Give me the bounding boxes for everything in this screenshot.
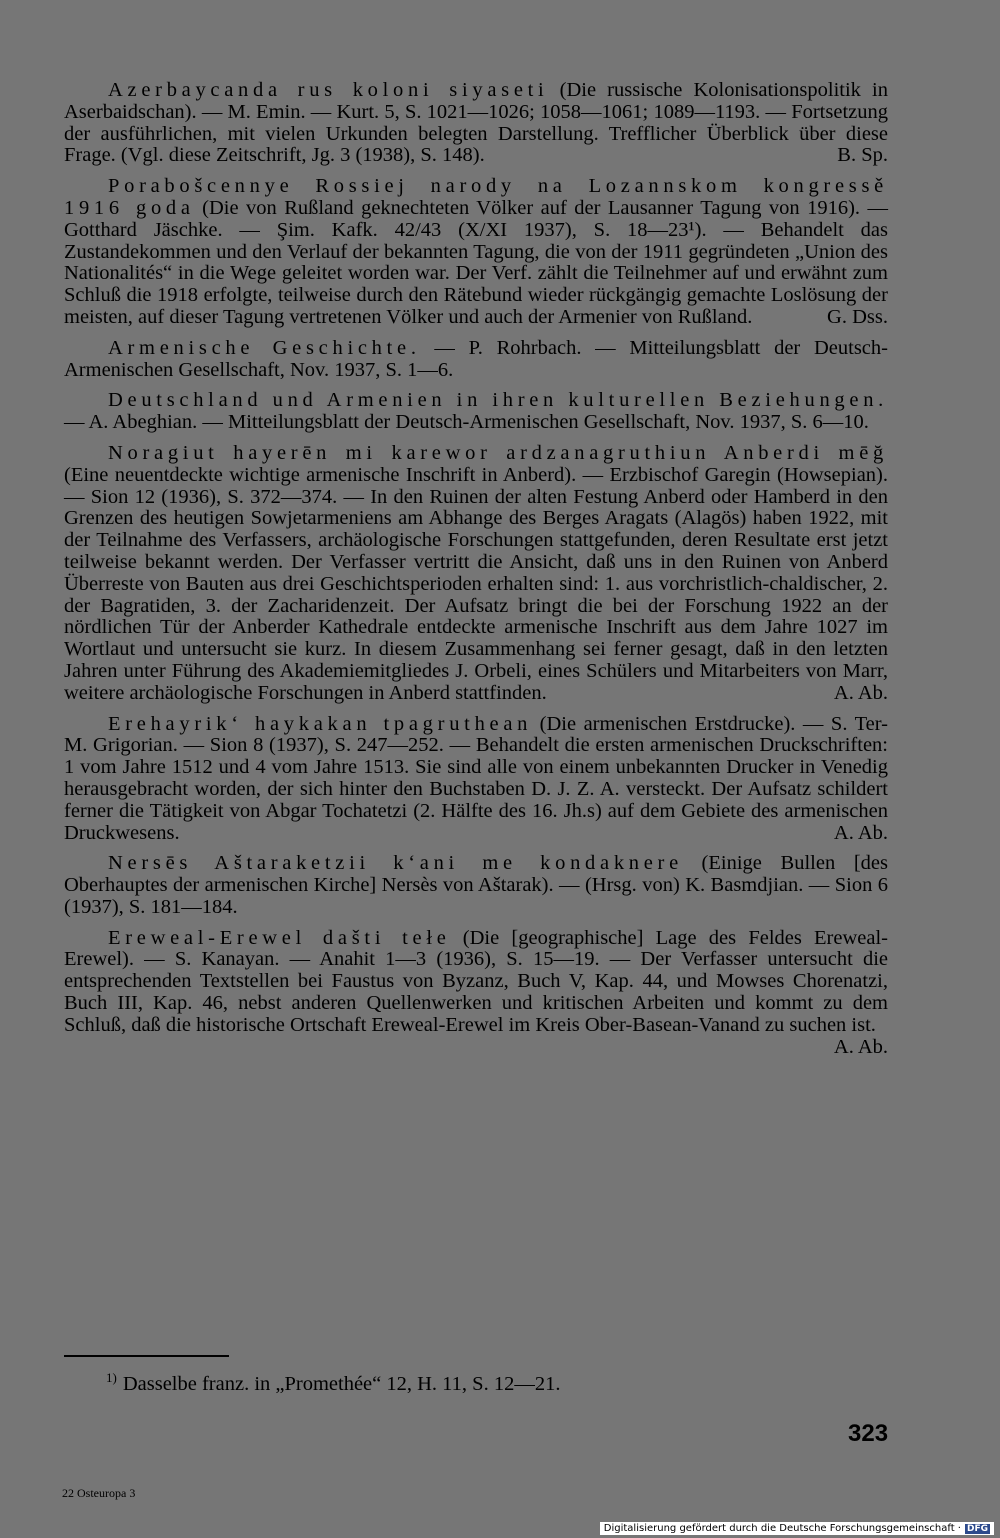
page-body [64, 80, 888, 1058]
entry-title: Erehayrik‘ haykakan tpagruthean [108, 712, 533, 735]
bibliography-entry [64, 853, 888, 918]
bibliography-entry [64, 338, 888, 382]
entry-text: — P. Rohrbach. — Mitteilungsblatt der Deutsch-Armenischen Gesellschaft, Nov. 1937, S. 1—6. [64, 336, 888, 381]
entry-signature: B. Sp. [837, 144, 888, 167]
entry-signature: A. Ab. [833, 1035, 888, 1058]
entry-title: Ereweal-Erewel dašti tełe [108, 926, 451, 949]
bibliography-entry [64, 80, 888, 167]
printer-signature-line: 22 Osteuropa 3 [62, 1486, 136, 1500]
entry-text: (Einige Bullen [des Oberhauptes der armenischen Kirche] Nersès von Aštarak). — (Hrsg. von) K. Basmdjian. — Sion 6 (1937), S. 181—184. [64, 852, 888, 918]
entry-text: (Eine neuentdeckte wichtige armenische Inschrift in Anberd). — Erzbischof Garegin (Howsepian). — Sion 12 (1936), S. 372—374. — In den Ruinen der alten Festung Anberd oder Hamberd in den Grenzen des heutigen Sowjetarmeniens am Abhange des Berges Aragats (Alagös) haben 1922, mit der Teilnahme des Verfassers, archäologische Forschungen stattgefunden, deren Resultate erst jetzt teilweise bekannt werden. Der Verfasser vertritt die Ansicht, daß uns in den Ruinen von Anberd Überreste von Bauten aus drei Geschichtsperioden erhalten sind: 1. aus vorchristlich-chaldischer, 2. der Bagratiden, 3. der Zacharidenzeit. Der Aufsatz bringt die bei der Forschung 1922 an der nördlichen Tür der Anberder Kathedrale entdeckte armenische Inschrift aus dem Jahre 1027 im Wortlaut und untersucht sie kurz. In diesem Zusammenhang sei ferner gesagt, daß in den letzten Jahren unter Führung des Akademiemitgliedes J. Orbeli, eines Schülers und Mitarbeiters von Marr, weitere archäologische Forschungen in Anberd stattfinden. [64, 463, 888, 704]
bibliography-entry [64, 926, 889, 1058]
entry-text: — A. Abeghian. — Mitteilungsblatt der Deutsch-Armenischen Gesellschaft, Nov. 1937, S. 6—10. [64, 411, 869, 434]
footnote [106, 1372, 560, 1396]
entry-signature: G. Dss. [827, 305, 888, 328]
entry-text: (Die [geographische] Lage des Feldes Ereweal-Erewel). — S. Kanayan. — Anahit 1—3 (1936), S. 15—19. — Der Verfasser untersucht die entsprechenden Textstellen bei Faustus von Byzanz, Buch V, Kap. 44, und Mowses Chorenatzi, Buch III, Kap. 46, nebst anderen Quellenwerken und kritischen Arbeiten und kommt zu dem Schluß, daß die historische Ortschaft Ereweal-Erewel im Kreis Ober-Basean-Vanand zu suchen ist. [64, 926, 889, 1036]
entry-title: Nersēs Aštaraketzii k‘ani me kondaknere [108, 852, 683, 875]
bibliography-entry [64, 714, 888, 845]
entry-title: Porabošcennye Rossiej narody na Lozannskom kongressě 1916 goda [64, 175, 888, 219]
digitization-credit[interactable] [600, 1522, 994, 1535]
footnote-text: Dasselbe franz. in „Promethée“ 12, H. 11, S. 12—21. [122, 1373, 561, 1395]
page-number: 323 [848, 1420, 889, 1447]
entry-title: Noragiut hayerēn mi karewor ardzanagruthiun Anberdi mēğ [108, 441, 888, 464]
bibliography-entry [64, 443, 888, 705]
credit-text: Digitalisierung gefördert durch die Deutsche Forschungsgemeinschaft · [603, 1523, 961, 1534]
entry-title: Deutschland und Armenien in ihren kulturellen Beziehungen. [108, 389, 888, 412]
entry-text: (Die armenischen Erstdrucke). — S. Ter-M. Grigorian. — Sion 8 (1937), S. 247—252. — Behandelt die ersten armenischen Druckschriften: 1 vom Jahre 1512 und 4 vom Jahre 1513. Sie sind alle von einem unbekannten Drucker in Venedig herausgebracht worden, der sich hinter den Buchstaben D. J. Z. A. versteckt. Der Aufsatz schildert ferner die Tätigkeit von Abgar Tochatetzi (2. Hälfte des 16. Jh.s) auf dem Gebiete des armenischen Druckwesens. [64, 712, 889, 844]
entry-signature: A. Ab. [833, 821, 888, 844]
entry-title: Azerbaycanda rus koloni siyaseti [108, 79, 549, 101]
footnote-divider [64, 1355, 229, 1357]
bibliography-entry [64, 390, 888, 434]
dfg-logo-icon: DFG [966, 1523, 988, 1534]
bibliography-entry [64, 176, 888, 329]
entry-title: Armenische Geschichte. [108, 336, 421, 359]
entry-text: (Die russische Kolonisationspolitik in Aserbaidschan). — M. Emin. — Kurt. 5, S. 1021—1026; 1058—1061; 1089—1193. — Fortsetzung der ausführlichen, mit vielen Urkunden belegten Darstellung. Trefflicher Überblick über diese Frage. (Vgl. diese Zeitschrift, Jg. 3 (1938), S. 148). [64, 79, 888, 167]
entry-text: (Die von Rußland geknechteten Völker auf der Lausanner Tagung von 1916). — Gotthard Jäschke. — Şim. Kafk. 42/43 (X/XI 1937), S. 18—23¹). — Behandelt das Zustandekommen und den Verlauf der bekannten Tagung, die von der 1911 gegründeten „Union des Nationalités“ in die Wege geleitet worden war. Der Verf. zählt die Teilnehmer auf und erwähnt zum Schluß die 1918 erfolgte, teilweise durch den Rätebund wieder rückgängig gemachte Loslösung der meisten, auf dieser Tagung vertretenen Völker und auch der Armenier von Rußland. [64, 196, 888, 328]
entry-signature: A. Ab. [833, 681, 888, 704]
footnote-marker: 1) [106, 1370, 117, 1386]
